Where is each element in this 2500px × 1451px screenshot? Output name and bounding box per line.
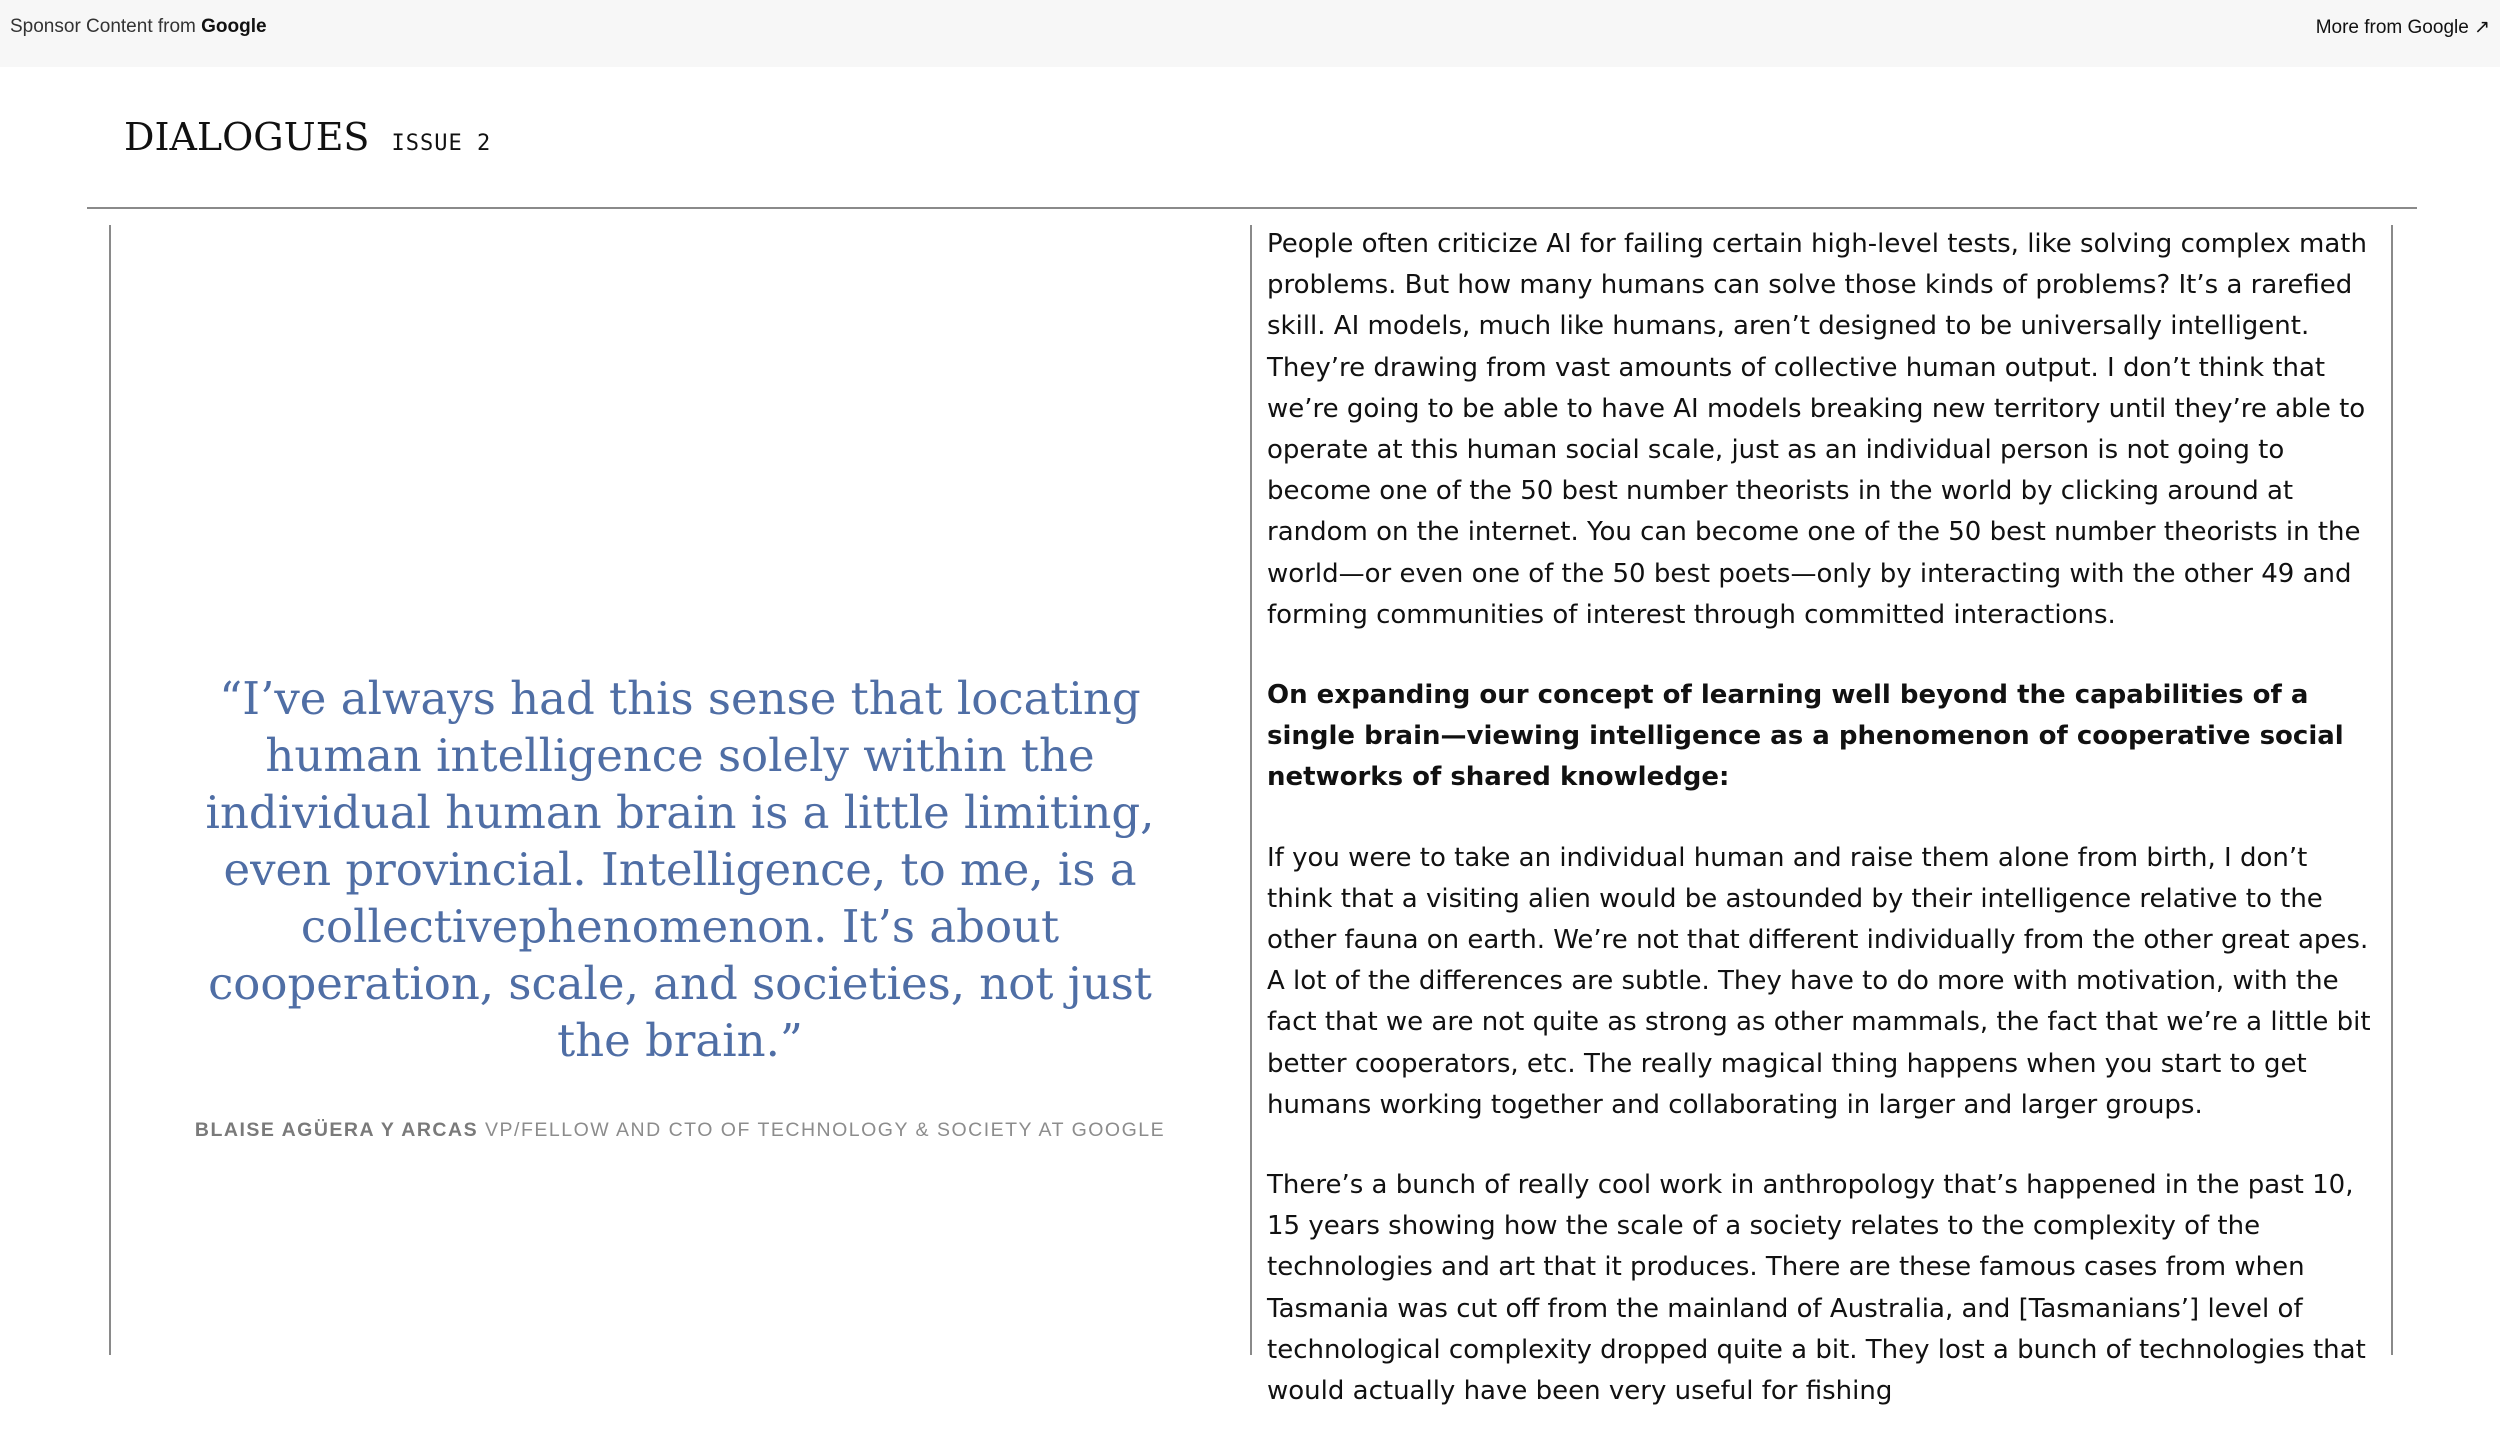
author-role: VP/FELLOW AND CTO OF TECHNOLOGY & SOCIETY AT GOOGLE bbox=[485, 1119, 1166, 1141]
article-paragraph: People often criticize AI for failing certain high-level tests, like solving complex math problems. But how many humans can solve those kinds of problems? It’s a rarefied skill. AI models, much like humans, aren’t designed to be universally intelligent. They’re drawing from vast amounts of collective human output. I don’t think that we’re going to be able to have AI models breaking new territory until they’re able to operate at this human social scale, just as an individual person is not going to become one of the 50 best number theorists in the world by clicking around at random on the internet. You can become one of the 50 best number theorists in the world—or even one of the 50 best poets—only by interacting with the other 49 and forming communities of interest through committed interactions. bbox=[1267, 229, 2367, 630]
publication-title[interactable]: DIALOGUES bbox=[124, 115, 370, 159]
sponsor-label bbox=[10, 16, 267, 38]
pull-quote-text: “I’ve always had this sense that locating human intelligence solely within the individual human brain is a little limiting, even provincial. Intelligence, to me, is a collectivephenomenon. It’s about cooperation, scale, and societies, not just the brain.” bbox=[205, 672, 1155, 1067]
sponsor-prefix: Sponsor Content from bbox=[10, 16, 196, 37]
masthead bbox=[124, 115, 491, 167]
author-name: BLAISE AGÜERA Y ARCAS bbox=[194, 1119, 479, 1141]
pull-quote bbox=[130, 670, 1230, 1142]
article-subhead: On expanding our concept of learning well beyond the capabilities of a single brain—viewing intelligence as a phenomenon of cooperative social networks of shared knowledge: bbox=[1267, 680, 2344, 793]
header-divider bbox=[87, 207, 2417, 209]
column-divider-left bbox=[109, 225, 111, 1355]
article-body bbox=[1267, 224, 2377, 1451]
sponsor-bar bbox=[0, 0, 2500, 67]
pull-quote-attribution bbox=[130, 1119, 1230, 1142]
issue-label: ISSUE 2 bbox=[391, 131, 492, 156]
column-divider-center bbox=[1250, 225, 1252, 1355]
column-divider-right bbox=[2391, 225, 2393, 1355]
article-paragraph: There’s a bunch of really cool work in anthropology that’s happened in the past 10, 15 years showing how the scale of a society relates to the complexity of the technologies and art that it produces. There are these famous cases from when Tasmania was cut off from the mainland of Australia, and [Tasmanians’] level of technological complexity dropped quite a bit. They lost a bunch of technologies that would actually have been very useful for fishing bbox=[1267, 1170, 2366, 1407]
sponsor-brand: Google bbox=[201, 16, 267, 37]
more-from-google-link[interactable]: More from Google ↗ bbox=[2315, 17, 2490, 38]
article-paragraph: If you were to take an individual human and raise them alone from birth, I don’t think that a visiting alien would be astounded by their intelligence relative to the other fauna on earth. We’re not that different individually from the other great apes. A lot of the differences are subtle. They have to do more with motivation, with the fact that we are not quite as strong as other mammals, the fact that we’re a little bit better cooperators, etc. The really magical thing happens when you start to get humans working together and collaborating in larger and larger groups. bbox=[1267, 842, 2371, 1120]
